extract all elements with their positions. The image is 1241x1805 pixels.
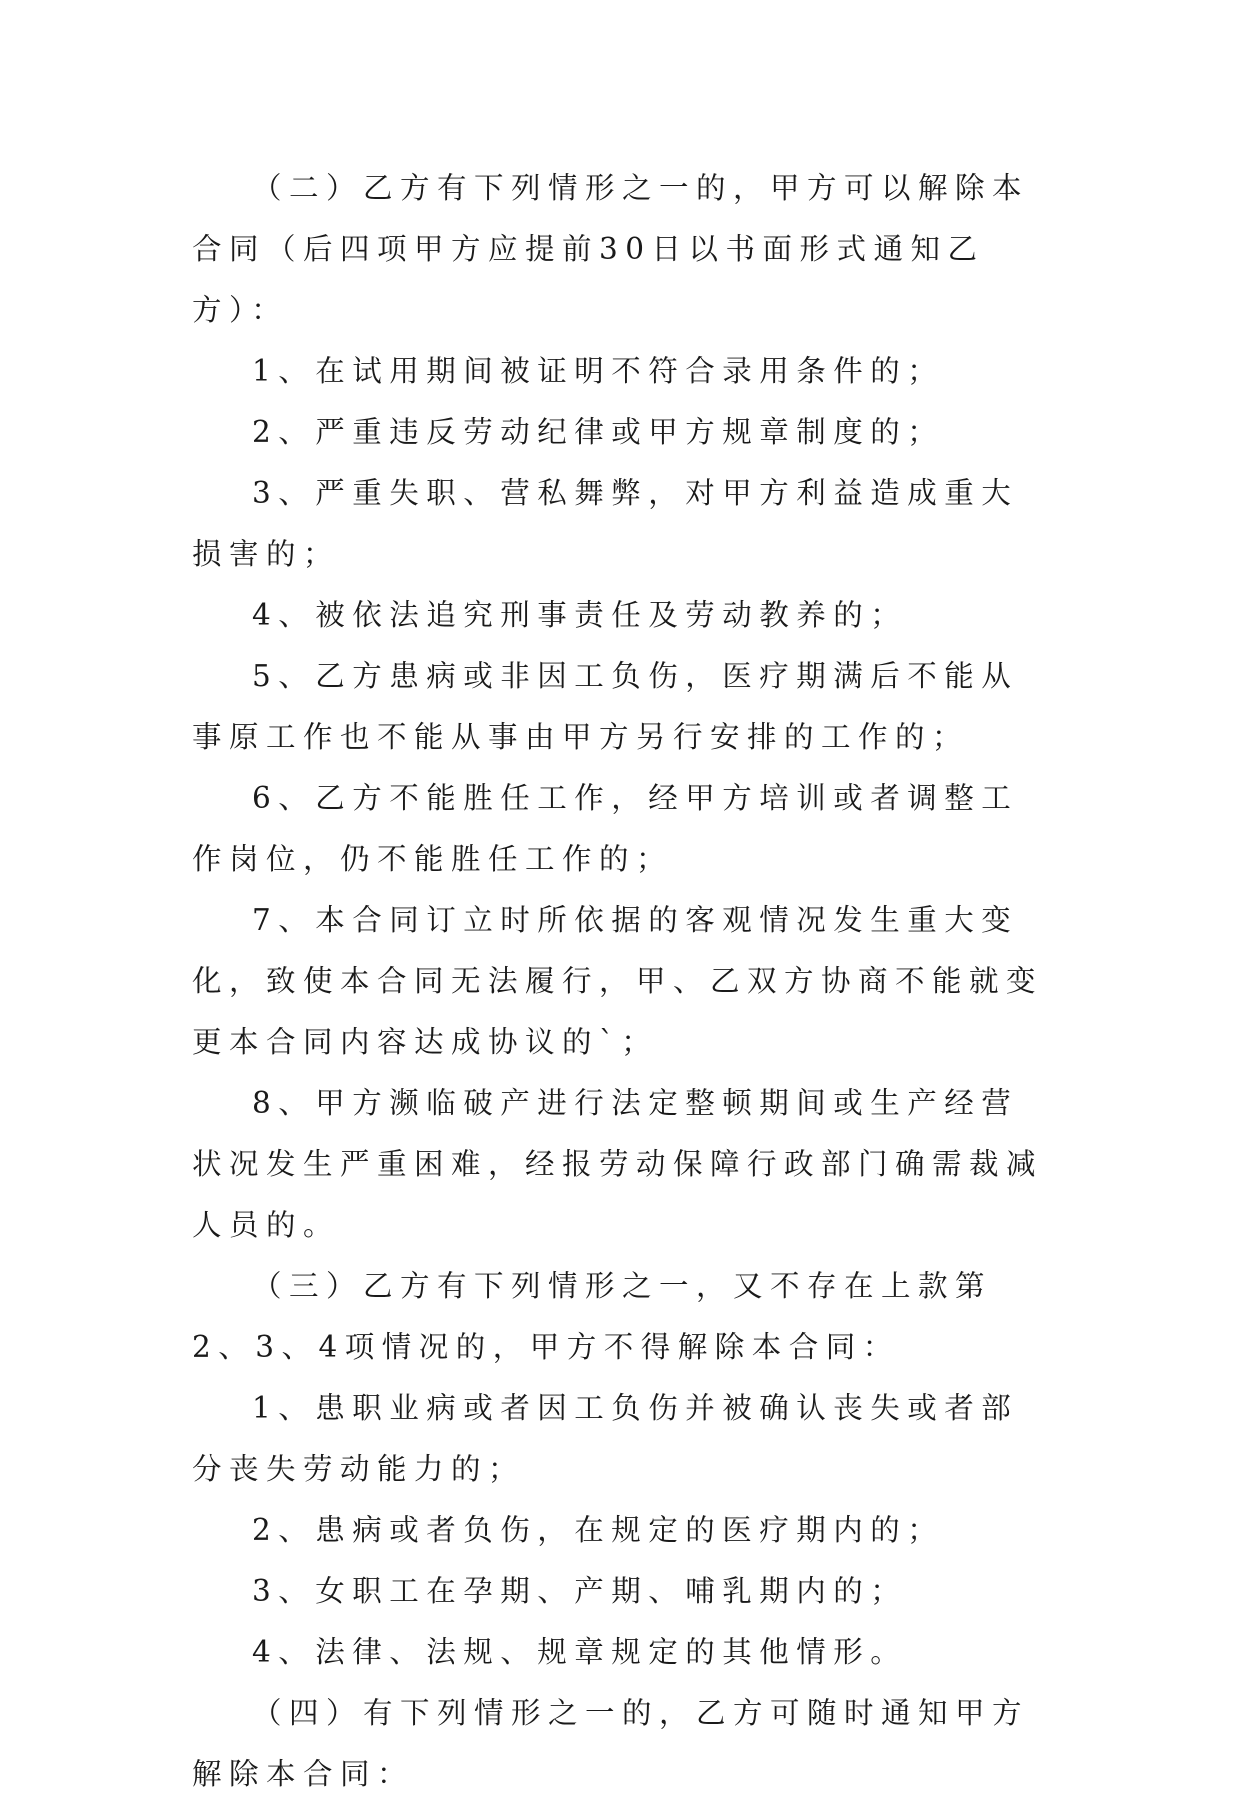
paragraph-section-2-heading: （二）乙方有下列情形之一的，甲方可以解除本合同（后四项甲方应提前30日以书面形式通知乙方）： [192, 171, 1030, 327]
document-body [192, 158, 1052, 1805]
paragraph-item-3: 3、严重失职、营私舞弊，对甲方利益造成重大损害的； [192, 476, 1019, 571]
paragraph-section-3-item-2: 2、患病或者负伤，在规定的医疗期内的； [252, 1513, 945, 1547]
paragraph-item-7: 7、本合同订立时所依据的客观情况发生重大变化，致使本合同无法履行，甲、乙双方协商不能就变更本合同内容达成协议的`； [192, 903, 1044, 1059]
paragraph-item-2: 2、严重违反劳动纪律或甲方规章制度的； [252, 415, 945, 449]
paragraph-section-3-item-1: 1、患职业病或者因工负伤并被确认丧失或者部分丧失劳动能力的； [192, 1391, 1019, 1486]
paragraph-section-3-heading: （三）乙方有下列情形之一，又不存在上款第2、3、4项情况的，甲方不得解除本合同： [192, 1269, 993, 1364]
paragraph-item-5: 5、乙方患病或非因工负伤，医疗期满后不能从事原工作也不能从事由甲方另行安排的工作的； [192, 659, 1019, 754]
paragraph-item-6: 6、乙方不能胜任工作，经甲方培训或者调整工作岗位，仍不能胜任工作的； [192, 781, 1019, 876]
paragraph-item-8: 8、甲方濒临破产进行法定整顿期间或生产经营状况发生严重困难，经报劳动保障行政部门确需裁减人员的。 [192, 1086, 1044, 1242]
paragraph-item-4: 4、被依法追究刑事责任及劳动教养的； [252, 598, 908, 632]
paragraph-section-4-heading: （四）有下列情形之一的，乙方可随时通知甲方解除本合同： [192, 1696, 1030, 1791]
paragraph-item-1: 1、在试用期间被证明不符合录用条件的； [252, 354, 945, 388]
paragraph-section-3-item-4: 4、法律、法规、规章规定的其他情形。 [252, 1635, 908, 1669]
paragraph-section-3-item-3: 3、女职工在孕期、产期、哺乳期内的； [252, 1574, 908, 1608]
